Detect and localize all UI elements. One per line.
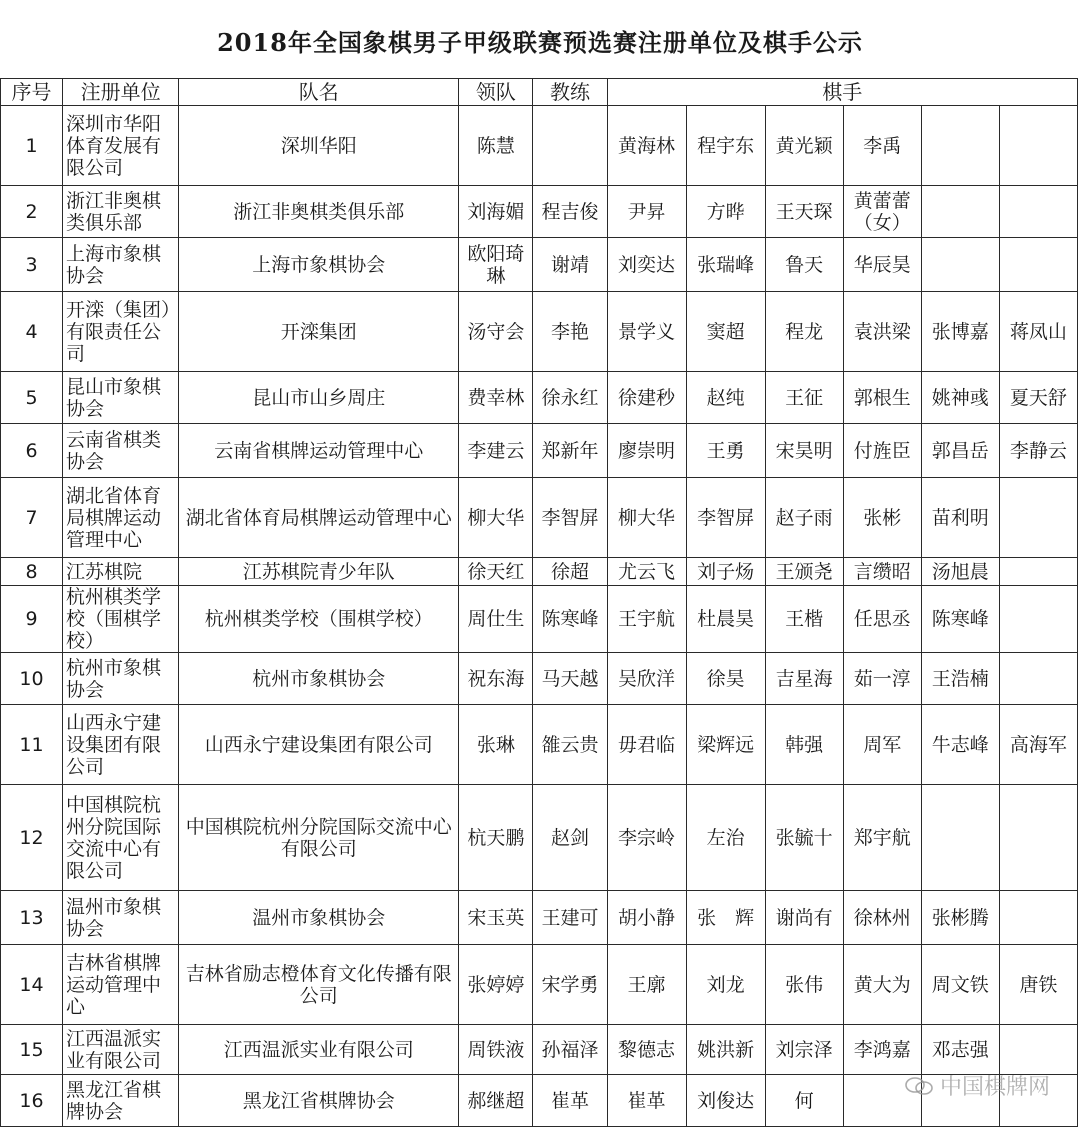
row-player: 张彬 [843,478,921,558]
row-player: 蒋凤山 [999,292,1077,372]
row-player: 王浩楠 [921,653,999,705]
row-team: 云南省棋牌运动管理中心 [179,424,459,478]
row-team: 深圳华阳 [179,106,459,186]
row-player: 周军 [843,705,921,785]
row-unit: 湖北省体育局棋牌运动管理中心 [63,478,179,558]
row-leader: 郝继超 [459,1075,533,1127]
row-player: 华辰昊 [843,238,921,292]
table-row [1,558,1078,586]
row-player: 郭昌岳 [921,424,999,478]
row-player [999,586,1077,653]
table-row [1,238,1078,292]
row-player: 周文铁 [921,945,999,1025]
row-player [921,186,999,238]
row-coach: 李智屏 [533,478,607,558]
row-leader: 张琳 [459,705,533,785]
row-leader: 柳大华 [459,478,533,558]
row-player: 吉星海 [765,653,843,705]
table-row [1,478,1078,558]
row-unit: 山西永宁建设集团有限公司 [63,705,179,785]
watermark-text: 中国棋牌网 [939,1075,1050,1100]
row-unit: 杭州市象棋协会 [63,653,179,705]
row-player: 言缵昭 [843,558,921,586]
row-player: 徐林州 [843,891,921,945]
row-player: 邓志强 [921,1025,999,1075]
header-players: 棋手 [607,79,1077,106]
row-index: 6 [1,424,63,478]
row-player [999,785,1077,891]
row-player: 谢尚有 [765,891,843,945]
table-row [1,785,1078,891]
row-player [999,653,1077,705]
row-player: 刘俊达 [686,1075,765,1127]
row-player: 毋君临 [607,705,686,785]
row-team: 上海市象棋协会 [179,238,459,292]
row-player: 张 辉 [686,891,765,945]
row-unit: 上海市象棋协会 [63,238,179,292]
row-unit: 杭州棋类学校（围棋学校） [63,586,179,653]
row-player: 尹昇 [607,186,686,238]
row-unit: 江苏棋院 [63,558,179,586]
row-player: 夏天舒 [999,372,1077,424]
row-leader: 祝东海 [459,653,533,705]
row-player: 窦超 [686,292,765,372]
row-player: 梁辉远 [686,705,765,785]
row-index: 16 [1,1075,63,1127]
row-coach: 王建可 [533,891,607,945]
row-unit: 深圳市华阳体育发展有限公司 [63,106,179,186]
row-unit: 黑龙江省棋牌协会 [63,1075,179,1127]
row-player: 张彬腾 [921,891,999,945]
row-unit: 中国棋院杭州分院国际交流中心有限公司 [63,785,179,891]
row-player: 李静云 [999,424,1077,478]
header-coach: 教练 [533,79,607,106]
row-index: 7 [1,478,63,558]
row-player: 黄光颖 [765,106,843,186]
row-player: 徐建秒 [607,372,686,424]
row-player: 杜晨昊 [686,586,765,653]
row-unit: 浙江非奥棋类俱乐部 [63,186,179,238]
row-player: 李禹 [843,106,921,186]
row-leader: 张婷婷 [459,945,533,1025]
row-leader: 宋玉英 [459,891,533,945]
row-unit: 昆山市象棋协会 [63,372,179,424]
row-leader: 欧阳琦琳 [459,238,533,292]
table-row [1,372,1078,424]
row-player: 胡小静 [607,891,686,945]
row-player: 张伟 [765,945,843,1025]
row-player: 任思丞 [843,586,921,653]
row-player: 姚洪新 [686,1025,765,1075]
row-player: 左治 [686,785,765,891]
row-index: 14 [1,945,63,1025]
row-index: 5 [1,372,63,424]
row-player: 黄海林 [607,106,686,186]
row-leader: 徐天红 [459,558,533,586]
row-leader: 刘海媚 [459,186,533,238]
row-player: 赵纯 [686,372,765,424]
row-player: 王天琛 [765,186,843,238]
row-player: 李智屏 [686,478,765,558]
row-player: 鲁天 [765,238,843,292]
row-player: 李鸿嘉 [843,1025,921,1075]
table-row [1,586,1078,653]
row-team: 温州市象棋协会 [179,891,459,945]
row-player: 王廓 [607,945,686,1025]
row-player: 柳大华 [607,478,686,558]
header-index: 序号 [1,79,63,106]
page-title: 2018年全国象棋男子甲级联赛预选赛注册单位及棋手公示 [217,27,863,57]
table-row [1,292,1078,372]
row-player: 刘奕达 [607,238,686,292]
registration-table [0,78,1078,1127]
row-player: 牛志峰 [921,705,999,785]
row-player: 刘宗泽 [765,1025,843,1075]
row-player: 黄大为 [843,945,921,1025]
row-coach: 陈寒峰 [533,586,607,653]
row-leader: 费幸林 [459,372,533,424]
table-row [1,1025,1078,1075]
row-player: 王征 [765,372,843,424]
row-leader: 汤守会 [459,292,533,372]
row-player [921,1075,999,1127]
row-player [999,891,1077,945]
row-unit: 开滦（集团）有限责任公司 [63,292,179,372]
row-player [999,478,1077,558]
row-index: 2 [1,186,63,238]
row-player: 王楷 [765,586,843,653]
row-player: 徐昊 [686,653,765,705]
row-leader: 李建云 [459,424,533,478]
row-player: 刘龙 [686,945,765,1025]
row-leader: 周铁液 [459,1025,533,1075]
row-coach: 谢靖 [533,238,607,292]
row-team: 昆山市山乡周庄 [179,372,459,424]
row-leader: 周仕生 [459,586,533,653]
row-player: 程龙 [765,292,843,372]
row-team: 杭州棋类学校（围棋学校） [179,586,459,653]
row-team: 黑龙江省棋牌协会 [179,1075,459,1127]
table-row [1,1075,1078,1127]
row-team: 山西永宁建设集团有限公司 [179,705,459,785]
row-coach: 赵剑 [533,785,607,891]
row-player: 张毓十 [765,785,843,891]
row-player: 宋昊明 [765,424,843,478]
row-player: 方晔 [686,186,765,238]
row-unit: 云南省棋类协会 [63,424,179,478]
row-player: 廖崇明 [607,424,686,478]
row-coach [533,106,607,186]
row-player: 尤云飞 [607,558,686,586]
row-unit: 温州市象棋协会 [63,891,179,945]
row-leader: 杭天鹏 [459,785,533,891]
row-team: 浙江非奥棋类俱乐部 [179,186,459,238]
row-team: 吉林省励志橙体育文化传播有限公司 [179,945,459,1025]
row-player: 张瑞峰 [686,238,765,292]
table-body [1,106,1078,1127]
row-player: 郑宇航 [843,785,921,891]
header-unit: 注册单位 [63,79,179,106]
header-leader: 领队 [459,79,533,106]
row-team: 江苏棋院青少年队 [179,558,459,586]
row-player [921,238,999,292]
table-row [1,705,1078,785]
row-index: 13 [1,891,63,945]
row-player: 王颁尧 [765,558,843,586]
table-row [1,945,1078,1025]
row-player: 何 [765,1075,843,1127]
header-team: 队名 [179,79,459,106]
row-index: 8 [1,558,63,586]
row-player: 唐铁 [999,945,1077,1025]
row-player [999,1025,1077,1075]
row-player: 程宇东 [686,106,765,186]
row-player: 汤旭晨 [921,558,999,586]
table-row [1,424,1078,478]
row-player: 刘子炀 [686,558,765,586]
row-leader: 陈慧 [459,106,533,186]
row-player [921,106,999,186]
row-unit: 吉林省棋牌运动管理中心 [63,945,179,1025]
row-team: 江西温派实业有限公司 [179,1025,459,1075]
row-team: 湖北省体育局棋牌运动管理中心 [179,478,459,558]
row-player: 袁洪梁 [843,292,921,372]
row-player: 赵子雨 [765,478,843,558]
row-player: 黎德志 [607,1025,686,1075]
row-coach: 马天越 [533,653,607,705]
row-team: 开滦集团 [179,292,459,372]
row-player: 高海军 [999,705,1077,785]
row-unit: 江西温派实业有限公司 [63,1025,179,1075]
row-index: 15 [1,1025,63,1075]
row-player [921,785,999,891]
row-coach: 李艳 [533,292,607,372]
row-index: 1 [1,106,63,186]
table-row [1,891,1078,945]
row-player: 王宇航 [607,586,686,653]
row-player: 付旌臣 [843,424,921,478]
row-index: 4 [1,292,63,372]
row-player: 苗利明 [921,478,999,558]
row-index: 3 [1,238,63,292]
row-player: 李宗岭 [607,785,686,891]
table-row [1,106,1078,186]
row-player: 张博嘉 [921,292,999,372]
row-player [843,1075,921,1127]
row-player: 郭根生 [843,372,921,424]
row-player: 韩强 [765,705,843,785]
row-coach: 徐永红 [533,372,607,424]
row-index: 12 [1,785,63,891]
row-team: 中国棋院杭州分院国际交流中心有限公司 [179,785,459,891]
row-index: 9 [1,586,63,653]
row-player: 崔革 [607,1075,686,1127]
row-player: 黄蕾蕾（女） [843,186,921,238]
row-team: 杭州市象棋协会 [179,653,459,705]
row-index: 11 [1,705,63,785]
row-player: 景学义 [607,292,686,372]
row-player [999,1075,1077,1127]
row-coach: 徐超 [533,558,607,586]
row-player: 姚神彧 [921,372,999,424]
row-coach: 郑新年 [533,424,607,478]
row-player [999,106,1077,186]
row-coach: 崔革 [533,1075,607,1127]
row-coach: 孙福泽 [533,1025,607,1075]
row-player: 陈寒峰 [921,586,999,653]
row-coach: 程吉俊 [533,186,607,238]
row-player: 王勇 [686,424,765,478]
row-player: 茹一淳 [843,653,921,705]
table-row [1,186,1078,238]
table-row [1,653,1078,705]
table-header-row [1,79,1078,106]
row-player [999,558,1077,586]
row-player [999,238,1077,292]
row-coach: 雒云贵 [533,705,607,785]
row-player: 吴欣洋 [607,653,686,705]
row-player [999,186,1077,238]
row-coach: 宋学勇 [533,945,607,1025]
row-index: 10 [1,653,63,705]
